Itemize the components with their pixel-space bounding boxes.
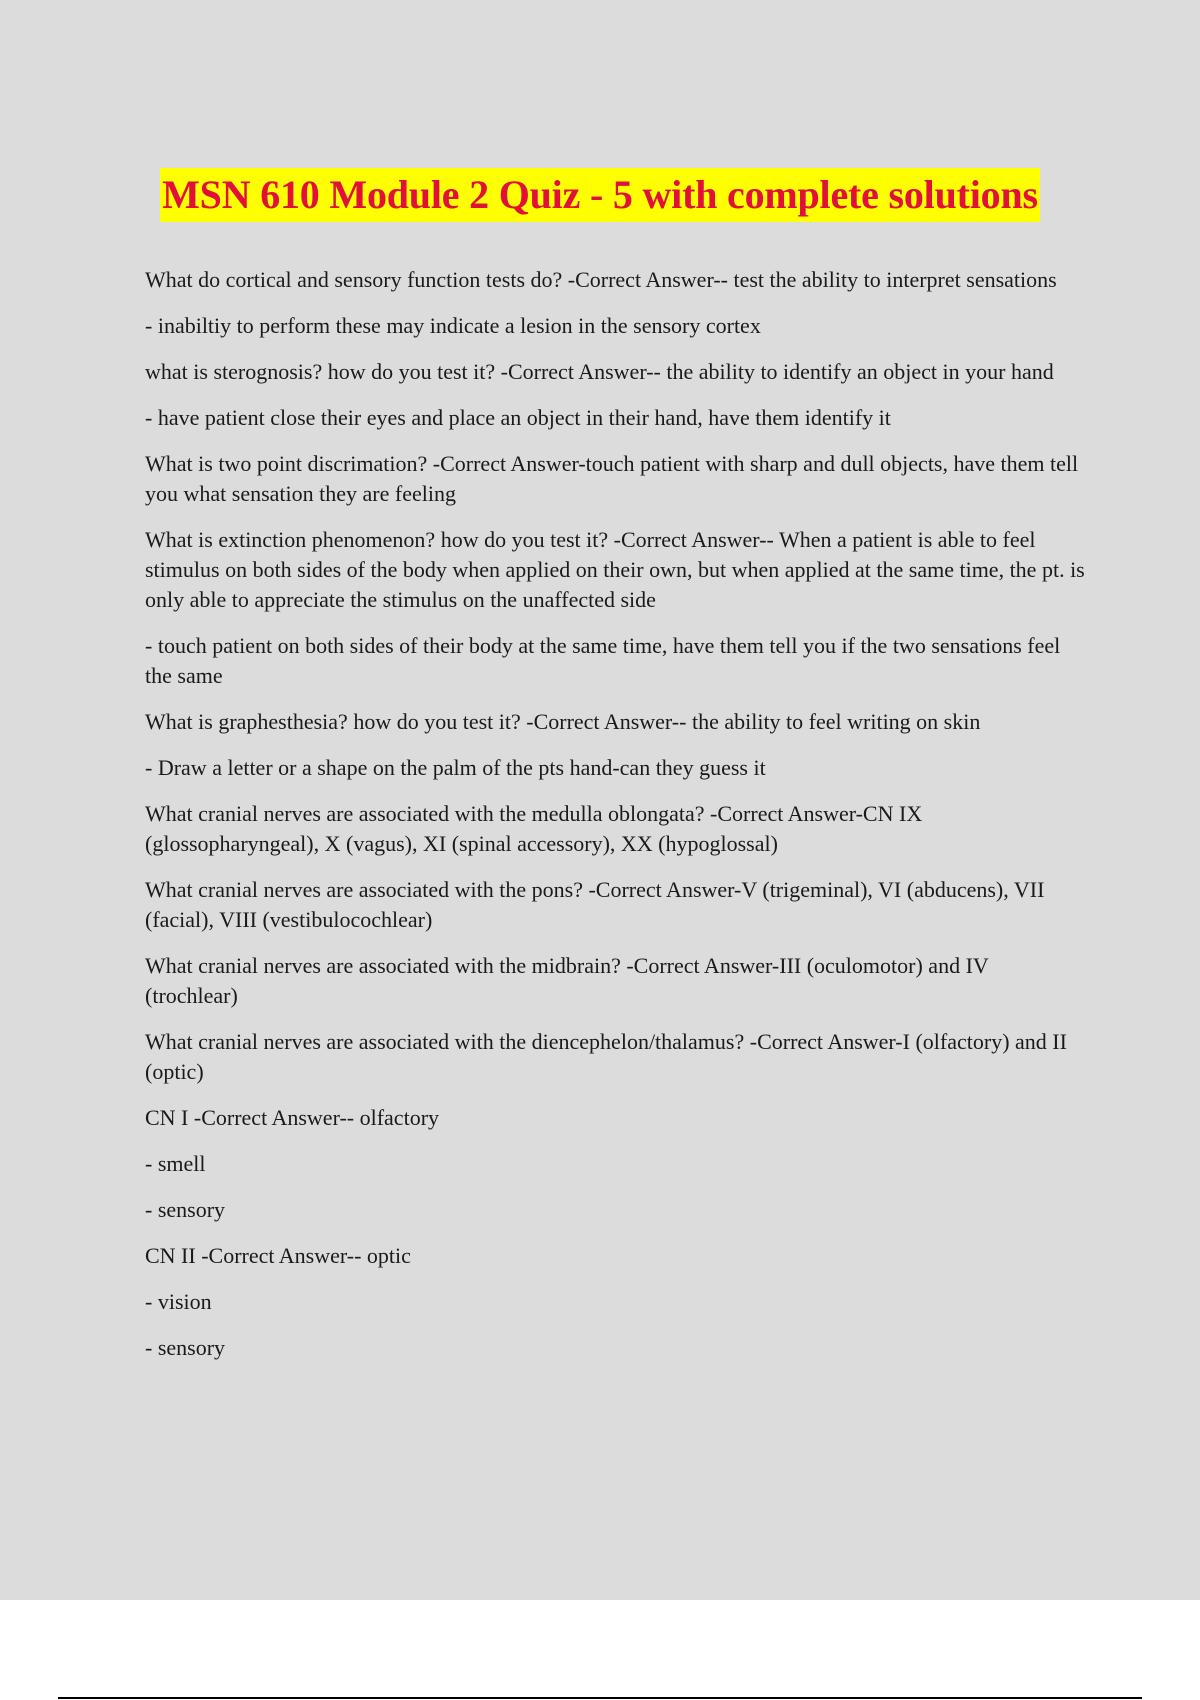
document-body bbox=[145, 265, 1085, 1379]
paragraph: CN II -Correct Answer-- optic bbox=[145, 1243, 411, 1268]
paragraph: - Draw a letter or a shape on the palm of the pts hand-can they guess it bbox=[145, 755, 766, 780]
paragraph: - have patient close their eyes and place an object in their hand, have them identify it bbox=[145, 405, 891, 430]
paragraph: - sensory bbox=[145, 1335, 226, 1360]
document-title: MSN 610 Module 2 Quiz - 5 with complete solutions bbox=[160, 168, 1040, 222]
paragraph: - inabiltiy to perform these may indicate a lesion in the sensory cortex bbox=[145, 313, 761, 338]
paragraph: What cranial nerves are associated with the pons? -Correct Answer-V (trigeminal), VI (abducens), VII (facial), VIII (vestibulocochlear) bbox=[145, 877, 1045, 932]
paragraph: What cranial nerves are associated with the midbrain? -Correct Answer-III (oculomotor) and IV (trochlear) bbox=[145, 953, 989, 1008]
paragraph: - smell bbox=[145, 1151, 206, 1176]
paragraph: What is two point discrimation? -Correct Answer-touch patient with sharp and dull objects, have them tell you what sensation they are feeling bbox=[145, 451, 1079, 506]
paragraph: What is extinction phenomenon? how do you test it? -Correct Answer-- When a patient is able to feel stimulus on both sides of the body when applied on their own, but when applied at the same time, the pt. is only able to appreciate the stimulus on the unaffected side bbox=[145, 527, 1085, 612]
paragraph: What cranial nerves are associated with the diencephelon/thalamus? -Correct Answer-I (olfactory) and II (optic) bbox=[145, 1029, 1067, 1084]
paragraph: - vision bbox=[145, 1289, 212, 1314]
paragraph: - touch patient on both sides of their body at the same time, have them tell you if the two sensations feel the same bbox=[145, 633, 1061, 688]
paragraph: What is graphesthesia? how do you test it? -Correct Answer-- the ability to feel writing on skin bbox=[145, 709, 981, 734]
paragraph: what is sterognosis? how do you test it? -Correct Answer-- the ability to identify an object in your hand bbox=[145, 359, 1054, 384]
title-container bbox=[0, 168, 1200, 222]
paragraph: What do cortical and sensory function tests do? -Correct Answer-- test the ability to interpret sensations bbox=[145, 267, 1057, 292]
paragraph: What cranial nerves are associated with the medulla oblongata? -Correct Answer-CN IX (glossopharyngeal), X (vagus), XI (spinal accessory), XX (hypoglossal) bbox=[145, 801, 923, 856]
paragraph: CN I -Correct Answer-- olfactory bbox=[145, 1105, 440, 1130]
paragraph: - sensory bbox=[145, 1197, 226, 1222]
footer-divider bbox=[58, 1697, 1142, 1699]
